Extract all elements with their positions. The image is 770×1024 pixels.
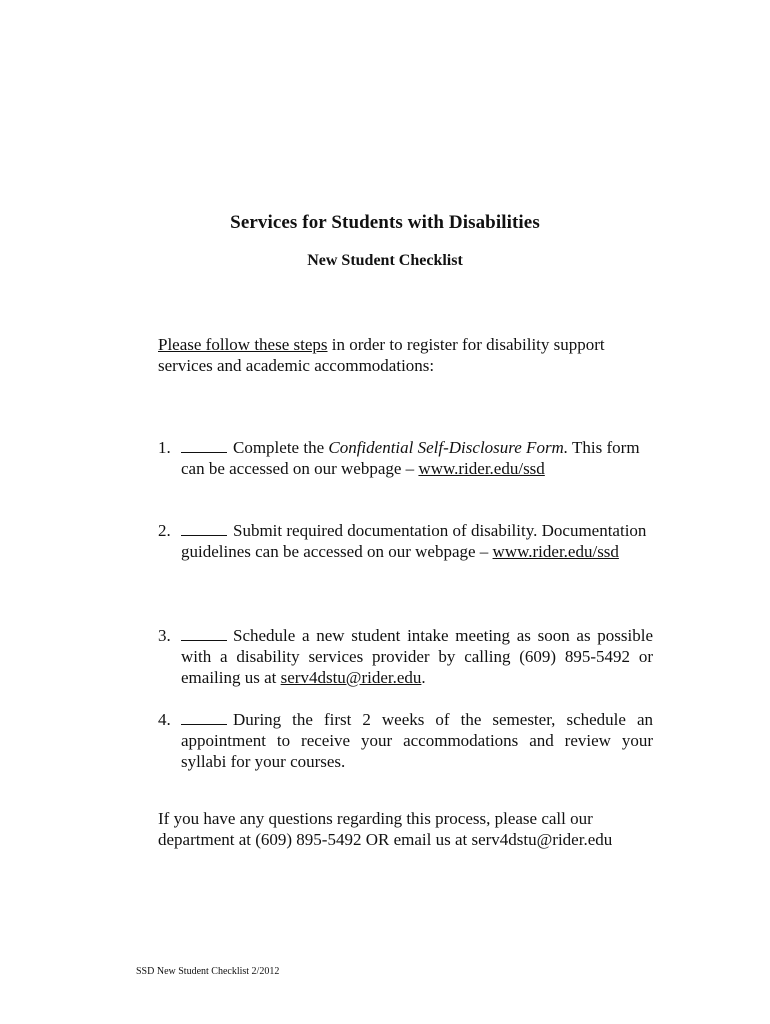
document-footer: SSD New Student Checklist 2/2012 (136, 966, 280, 977)
checklist-step-3 (158, 625, 653, 688)
closing-paragraph: If you have any questions regarding this process, please call our department at (609) 895-5492 OR email us at serv4dstu@rider.edu (158, 809, 613, 849)
step-text: During the first 2 weeks of the semester, schedule an appointment to receive your accommodations and review your syllabi for your courses. (181, 710, 653, 771)
document-subtitle: New Student Checklist (307, 252, 463, 269)
step-text: Submit required documentation of disability. Documentation guidelines can be accessed on our webpage – (181, 521, 647, 561)
checklist-step-4 (158, 709, 653, 772)
checkbox-blank[interactable] (181, 626, 227, 641)
step-number: 2. (158, 521, 171, 540)
step-text: Schedule a new student intake meeting as soon as possible with a disability services provider by calling (609) 895-5492 or emailing us at (181, 626, 653, 687)
ssd-website-link[interactable]: www.rider.edu/ssd (492, 542, 619, 561)
ssd-website-link[interactable]: www.rider.edu/ssd (418, 459, 545, 478)
step-number: 3. (158, 626, 171, 645)
form-name: Confidential Self-Disclosure Form. (328, 438, 569, 457)
step-number: 4. (158, 710, 171, 729)
checklist-step-2 (158, 520, 653, 562)
step-text-end: . (421, 668, 426, 687)
step-text: This form can be accessed on our webpage – (181, 438, 640, 478)
checkbox-blank[interactable] (181, 710, 227, 725)
checklist-step-1 (158, 437, 653, 479)
intro-text: in order to register for disability support services and academic accommodations: (158, 335, 605, 375)
step-number: 1. (158, 438, 171, 457)
checkbox-blank[interactable] (181, 521, 227, 536)
intro-steps-link: Please follow these steps (158, 335, 328, 354)
email-link[interactable]: serv4dstu@rider.edu (280, 668, 422, 687)
step-text: Complete the (233, 438, 329, 457)
intro-paragraph (158, 334, 658, 376)
checkbox-blank[interactable] (181, 438, 227, 453)
document-title: Services for Students with Disabilities (230, 212, 540, 233)
